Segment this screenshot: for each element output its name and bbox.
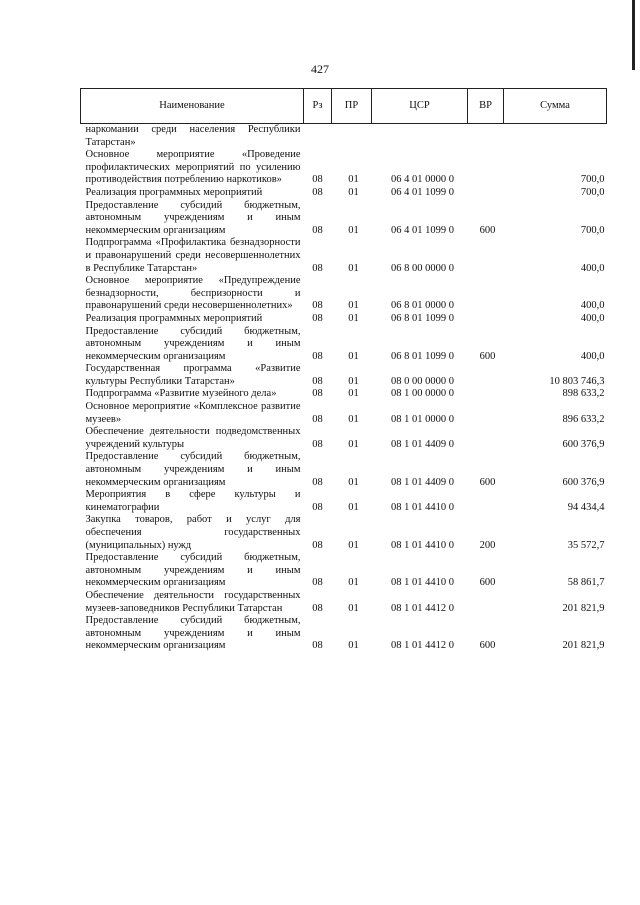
table-header <box>81 89 607 124</box>
table-row <box>81 363 607 388</box>
cell-vr: 200 <box>479 539 496 551</box>
cell-pr <box>332 124 372 150</box>
cell-pr: 01 <box>348 224 359 236</box>
scan-edge-mark <box>632 0 635 70</box>
cell-sum: 600 376,9 <box>562 438 605 450</box>
table-row <box>81 237 607 275</box>
cell-csr: 08 1 01 4410 0 <box>391 501 454 513</box>
cell-pr: 01 <box>348 577 359 589</box>
table-row <box>81 451 607 489</box>
cell-pr: 01 <box>348 640 359 652</box>
cell-name: Реализация программных мероприятий <box>85 312 263 324</box>
cell-rz: 08 <box>312 312 323 324</box>
cell-rz: 08 <box>312 300 323 312</box>
cell-rz: 08 <box>312 224 323 236</box>
table-row <box>81 187 607 200</box>
cell-rz: 08 <box>312 640 323 652</box>
cell-name: Основное мероприятие «Предупреждение безнадзорности, беспризорности и правонарушений среди несовершеннолетних» <box>85 275 301 312</box>
cell-csr: 06 4 01 1099 0 <box>391 186 454 198</box>
cell-sum: 700,0 <box>580 186 605 198</box>
table-row <box>81 326 607 364</box>
header-vr: ВР <box>468 89 504 124</box>
cell-rz: 08 <box>312 388 323 400</box>
cell-rz: 08 <box>312 375 323 387</box>
cell-vr: 600 <box>479 350 496 362</box>
cell-rz: 08 <box>312 262 323 274</box>
cell-name: Мероприятия в сфере культуры и кинематографии <box>85 489 301 513</box>
cell-name: Предоставление субсидий бюджетным, автономным учреждениям и иным некоммерческим организациям <box>85 615 301 652</box>
cell-name: Обеспечение деятельности подведомственных учреждений культуры <box>85 426 301 450</box>
table-row <box>81 388 607 401</box>
cell-csr: 06 8 01 1099 0 <box>391 312 454 324</box>
cell-rz: 08 <box>312 350 323 362</box>
cell-vr: 600 <box>479 224 496 236</box>
cell-sum: 10 803 746,3 <box>549 375 605 387</box>
cell-name: наркомании среди населения Республики Татарстан» <box>85 124 301 148</box>
cell-vr <box>468 426 504 451</box>
cell-pr: 01 <box>348 501 359 513</box>
cell-vr <box>468 363 504 388</box>
cell-sum: 600 376,9 <box>562 476 605 488</box>
cell-name: Основное мероприятие «Проведение профилактических мероприятий по усилению противодействия потреблению наркотиков» <box>85 149 301 186</box>
cell-pr: 01 <box>348 174 359 186</box>
cell-vr <box>468 149 504 187</box>
cell-name: Основное мероприятие «Комплексное развитие музеев» <box>85 401 301 425</box>
table-row <box>81 313 607 326</box>
cell-pr: 01 <box>348 438 359 450</box>
cell-sum: 400,0 <box>580 300 605 312</box>
header-sum: Сумма <box>504 89 607 124</box>
cell-csr: 08 1 01 4410 0 <box>391 577 454 589</box>
cell-rz: 08 <box>312 602 323 614</box>
cell-csr: 08 1 01 0000 0 <box>391 413 454 425</box>
table-row <box>81 200 607 238</box>
header-rz: Рз <box>304 89 332 124</box>
cell-vr <box>468 124 504 150</box>
cell-name: Подпрограмма «Профилактика безнадзорности и правонарушений среди несовершеннолетних в Республике Татарстан» <box>85 237 301 274</box>
cell-sum: 896 633,2 <box>562 413 605 425</box>
cell-name: Предоставление субсидий бюджетным, автономным учреждениям и иным некоммерческим организациям <box>85 451 301 488</box>
cell-csr: 08 0 00 0000 0 <box>391 375 454 387</box>
cell-name: Предоставление субсидий бюджетным, автономным учреждениям и иным некоммерческим организациям <box>85 552 301 589</box>
cell-pr: 01 <box>348 350 359 362</box>
table-row <box>81 124 607 150</box>
cell-csr: 08 1 01 4412 0 <box>391 602 454 614</box>
cell-rz: 08 <box>312 438 323 450</box>
cell-csr: 06 8 01 1099 0 <box>391 350 454 362</box>
cell-sum: 201 821,9 <box>562 602 605 614</box>
cell-pr: 01 <box>348 388 359 400</box>
table-row <box>81 401 607 426</box>
header-name: Наименование <box>81 89 304 124</box>
cell-vr <box>468 313 504 326</box>
cell-name: Предоставление субсидий бюджетным, автономным учреждениям и иным некоммерческим организациям <box>85 199 301 236</box>
cell-csr: 06 8 00 0000 0 <box>391 262 454 274</box>
cell-csr: 08 1 01 4410 0 <box>391 539 454 551</box>
table-row <box>81 275 607 313</box>
cell-vr <box>468 388 504 401</box>
cell-pr: 01 <box>348 312 359 324</box>
cell-vr: 600 <box>479 476 496 488</box>
header-pr: ПР <box>332 89 372 124</box>
cell-csr <box>372 124 468 150</box>
cell-vr <box>468 590 504 615</box>
table-row <box>81 426 607 451</box>
cell-sum: 94 434,4 <box>567 501 605 513</box>
cell-rz: 08 <box>312 577 323 589</box>
cell-pr: 01 <box>348 186 359 198</box>
cell-pr: 01 <box>348 539 359 551</box>
cell-sum: 898 633,2 <box>562 388 605 400</box>
header-csr: ЦСР <box>372 89 468 124</box>
cell-sum <box>504 124 607 150</box>
cell-rz: 08 <box>312 413 323 425</box>
cell-sum: 35 572,7 <box>567 539 605 551</box>
table-row <box>81 489 607 514</box>
cell-rz: 08 <box>312 476 323 488</box>
table-row <box>81 590 607 615</box>
cell-csr: 06 4 01 1099 0 <box>391 224 454 236</box>
cell-rz: 08 <box>312 539 323 551</box>
table-row <box>81 552 607 590</box>
cell-name: Закупка товаров, работ и услуг для обеспечения государственных (муниципальных) нужд <box>85 514 301 551</box>
cell-csr: 08 1 01 4409 0 <box>391 438 454 450</box>
cell-rz: 08 <box>312 174 323 186</box>
page-number: 427 <box>311 62 329 76</box>
cell-pr: 01 <box>348 375 359 387</box>
cell-csr: 08 1 01 4412 0 <box>391 640 454 652</box>
cell-vr: 600 <box>479 640 496 652</box>
cell-rz <box>304 124 332 150</box>
cell-name: Реализация программных мероприятий <box>85 186 263 198</box>
cell-sum: 700,0 <box>580 174 605 186</box>
cell-sum: 58 861,7 <box>567 577 605 589</box>
cell-name: Предоставление субсидий бюджетным, автономным учреждениям и иным некоммерческим организациям <box>85 325 301 362</box>
cell-sum: 700,0 <box>580 224 605 236</box>
cell-name: Обеспечение деятельности государственных музеев-заповедников Республики Татарстан <box>85 589 301 614</box>
table-row <box>81 149 607 187</box>
table-row <box>81 615 607 653</box>
table-row <box>81 514 607 552</box>
cell-csr: 06 8 01 0000 0 <box>391 300 454 312</box>
cell-sum: 400,0 <box>580 262 605 274</box>
cell-vr <box>468 401 504 426</box>
cell-pr: 01 <box>348 413 359 425</box>
cell-vr <box>468 237 504 275</box>
cell-pr: 01 <box>348 300 359 312</box>
cell-name: Подпрограмма «Развитие музейного дела» <box>85 388 277 400</box>
cell-sum: 400,0 <box>580 312 605 324</box>
cell-pr: 01 <box>348 262 359 274</box>
cell-csr: 08 1 00 0000 0 <box>391 388 454 400</box>
budget-table <box>80 88 607 653</box>
cell-rz: 08 <box>312 186 323 198</box>
cell-sum: 400,0 <box>580 350 605 362</box>
cell-csr: 08 1 01 4409 0 <box>391 476 454 488</box>
cell-pr: 01 <box>348 476 359 488</box>
table-body <box>81 124 607 653</box>
cell-vr: 600 <box>479 577 496 589</box>
cell-name: Государственная программа «Развитие культуры Республики Татарстан» <box>85 363 301 387</box>
cell-vr <box>468 489 504 514</box>
cell-rz: 08 <box>312 501 323 513</box>
cell-csr: 06 4 01 0000 0 <box>391 174 454 186</box>
cell-pr: 01 <box>348 602 359 614</box>
cell-vr <box>468 275 504 313</box>
cell-vr <box>468 187 504 200</box>
cell-sum: 201 821,9 <box>562 640 605 652</box>
